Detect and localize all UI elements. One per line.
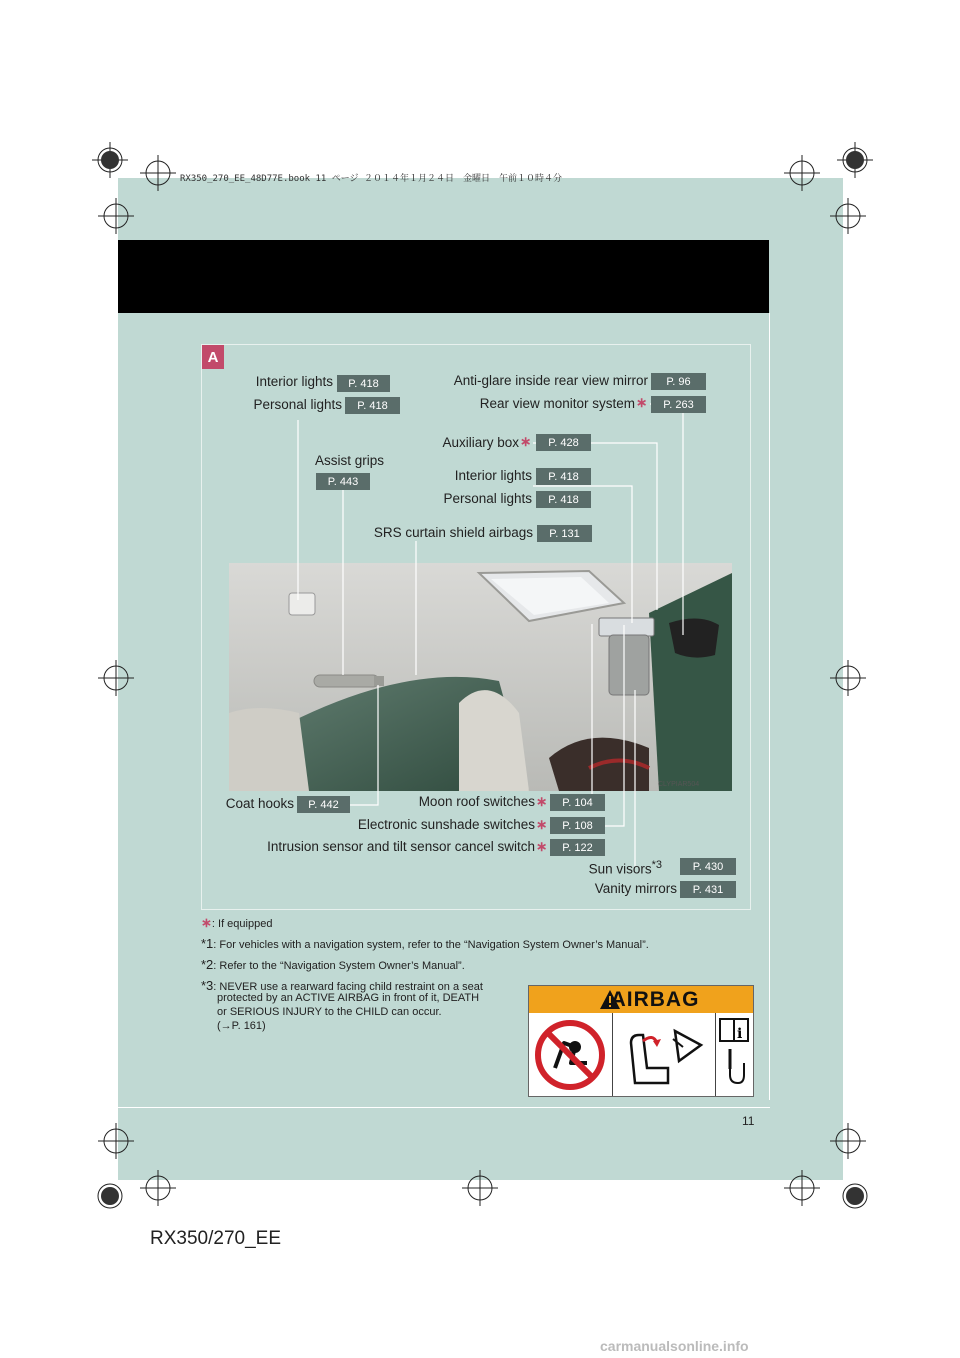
svg-text:i: i — [737, 1026, 743, 1042]
warning-cell — [716, 1013, 752, 1096]
page-ref-badge[interactable]: P. 443 — [316, 473, 370, 490]
label-sun-visors — [560, 859, 662, 877]
page-ref-badge[interactable]: P. 418 — [536, 491, 591, 508]
figure-badge: A — [202, 345, 224, 369]
page-ref-badge[interactable]: P. 108 — [550, 817, 605, 834]
footnote-3 — [201, 978, 483, 993]
footnote-text: : Refer to the “Navigation System Owner’s Manual”. — [213, 960, 465, 972]
equipped-star-icon: ∗ — [536, 794, 548, 809]
airbag-warning-label — [528, 985, 754, 1097]
photo-code: CLYPIAR504 — [658, 781, 700, 788]
footnote-text: : If equipped — [211, 918, 273, 930]
page-ref-badge[interactable]: P. 428 — [536, 434, 591, 451]
page-ref-badge[interactable]: P. 418 — [337, 375, 390, 392]
footnote-3-line: protected by an ACTIVE AIRBAG in front of it, DEATH — [217, 992, 480, 1004]
no-rear-facing-seat-icon — [529, 1013, 612, 1096]
footnote-3-link[interactable]: (→P. 161) — [217, 1020, 266, 1032]
page-number: 11 — [742, 1114, 755, 1128]
page-ref-badge[interactable]: P. 431 — [680, 881, 736, 898]
warning-cell — [613, 1013, 716, 1096]
footnote-3-line: or SERIOUS INJURY to the CHILD can occur. — [217, 1006, 442, 1018]
page-ref-badge[interactable]: P. 418 — [536, 468, 591, 485]
label-anti-glare-mirror: Anti-glare inside rear view mirror — [453, 373, 648, 388]
label-personal-lights: Personal lights — [253, 397, 342, 412]
read-manual-icon — [716, 1013, 752, 1096]
page-ref-badge[interactable]: P. 263 — [651, 396, 706, 413]
page-ref-badge[interactable]: P. 418 — [345, 397, 400, 414]
label-moon-roof-switches: Moon roof switches — [418, 794, 535, 809]
footnote-if-equipped — [201, 915, 272, 931]
leader-rear-view-monitor — [650, 404, 683, 635]
equipped-star-icon: ∗ — [536, 839, 548, 854]
label-personal-lights: Personal lights — [443, 491, 532, 506]
sun-visors-text: Sun visors — [588, 861, 652, 877]
model-code: RX350/270_EE — [150, 1228, 281, 1249]
label-coat-hooks: Coat hooks — [225, 796, 294, 811]
equipped-star-icon: ∗ — [520, 434, 532, 449]
footnote-marker: *3 — [201, 978, 214, 993]
page-ref-badge[interactable]: P. 104 — [550, 794, 605, 811]
page-ref-badge[interactable]: P. 131 — [537, 525, 592, 542]
page-ref-badge[interactable]: P. 442 — [297, 796, 350, 813]
label-sunshade-switches: Electronic sunshade switches — [357, 817, 535, 832]
label-rear-view-monitor: Rear view monitor system — [479, 396, 635, 411]
leader-coat-hooks — [350, 685, 378, 805]
label-auxiliary-box: Auxiliary box — [442, 435, 519, 450]
label-interior-lights: Interior lights — [255, 374, 333, 389]
footnote-marker: *3 — [651, 859, 662, 871]
label-interior-lights: Interior lights — [454, 468, 532, 483]
equipped-star-icon: ∗ — [636, 395, 648, 410]
footnote-1 — [201, 936, 649, 951]
footnote-marker: *1 — [201, 936, 214, 951]
footnote-2 — [201, 957, 465, 972]
page-ref-badge[interactable]: P. 122 — [550, 839, 605, 856]
airbag-deploy-icon — [613, 1013, 713, 1096]
leader-moon-roof — [592, 624, 605, 803]
label-assist-grips: Assist grips — [315, 453, 385, 468]
print-stamp: RX350_270_EE_48D77E.book 11 ページ ２０１４年１月２４日 金曜日 午前１０時４分 — [180, 174, 562, 184]
warning-title: AIRBAG — [610, 987, 700, 1011]
warning-cell — [529, 1013, 613, 1096]
label-srs-curtain-airbags: SRS curtain shield airbags — [373, 525, 533, 540]
watermark: carmanualsonline.info — [600, 1338, 749, 1354]
label-intrusion-sensor-switch: Intrusion sensor and tilt sensor cancel switch — [267, 839, 535, 854]
page-ref-badge[interactable]: P. 430 — [680, 858, 736, 875]
label-vanity-mirrors: Vanity mirrors — [594, 881, 677, 896]
equipped-star-icon: ∗ — [201, 915, 212, 930]
page-ref-badge[interactable]: P. 96 — [651, 373, 706, 390]
footnote-marker: *2 — [201, 957, 214, 972]
equipped-star-icon: ∗ — [536, 817, 548, 832]
footnote-text: : NEVER use a rearward facing child restraint on a seat — [213, 981, 483, 993]
leader-sunshade — [605, 625, 624, 826]
footnote-text: : For vehicles with a navigation system, refer to the “Navigation System Owner’s Manual”. — [213, 939, 649, 951]
